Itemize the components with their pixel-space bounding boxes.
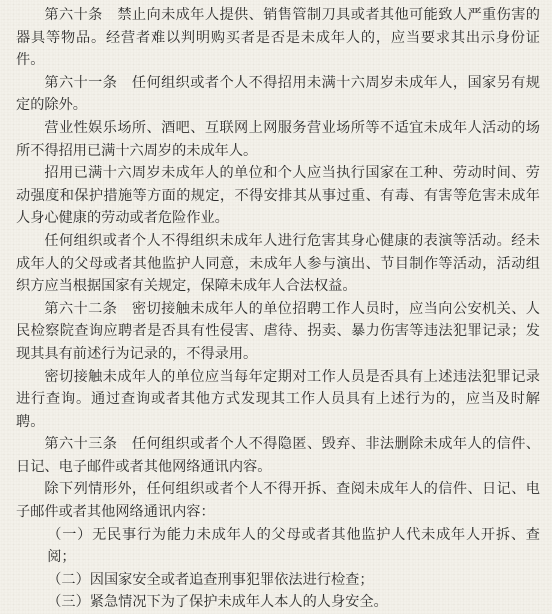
article-61-paragraph-4: 任何组织或者个人不得组织未成年人进行危害其身心健康的表演等活动。经未成年人的父母或者其他监护人同意，未成年人参与演出、节目制作等活动，活动组织方应当根据国家有关规定，保障未成年人合法权益。 <box>16 232 540 295</box>
article-63-paragraph-2: 除下列情形外，任何组织或者个人不得开拆、查阅未成年人的信件、日记、电子邮件或者其他网络通讯内容： <box>16 481 540 521</box>
article-62: 第六十二条 密切接触未成年人的单位招聘工作人员时，应当向公安机关、人民检察院查询应聘者是否具有性侵害、虐待、拐卖、暴力伤害等违法犯罪记录；发现其具有前述行为记录的，不得录用。 <box>16 300 540 362</box>
list-item-2: （二）因国家安全或者追查刑事犯罪依法进行检查； <box>47 571 374 588</box>
article-61: 第六十一条 任何组织或者个人不得招用未满十六周岁未成年人，国家另有规定的除外。 <box>16 74 540 114</box>
list-item-1: （一）无民事行为能力未成年人的父母或者其他监护人代未成年人开拆、查阅； <box>47 526 540 566</box>
article-62-paragraph-2: 密切接触未成年人的单位应当每年定期对工作人员是否具有上述违法犯罪记录进行查询。通过查询或者其他方式发现其工作人员具有上述行为的，应当及时解聘。 <box>16 368 540 430</box>
list-item-3: （三）紧急情况下为了保护未成年人本人的人身安全。 <box>47 594 388 611</box>
article-61-paragraph-2: 营业性娱乐场所、酒吧、互联网上网服务营业场所等不适宜未成年人活动的场所不得招用已满十六周岁的未成年人。 <box>16 119 540 159</box>
article-63: 第六十三条 任何组织或者个人不得隐匿、毁弃、非法删除未成年人的信件、日记、电子邮件或者其他网络通讯内容。 <box>16 436 540 475</box>
article-61-paragraph-3: 招用已满十六周岁未成年人的单位和个人应当执行国家在工种、劳动时间、劳动强度和保护措施等方面的规定，不得安排其从事过重、有毒、有害等危害未成年人身心健康的劳动或者危险作业。 <box>16 165 540 227</box>
article-60: 第六十条 禁止向未成年人提供、销售管制刀具或者其他可能致人严重伤害的器具等物品。经营者难以判明购买者是否是未成年人的，应当要求其出示身份证件。 <box>16 7 540 69</box>
